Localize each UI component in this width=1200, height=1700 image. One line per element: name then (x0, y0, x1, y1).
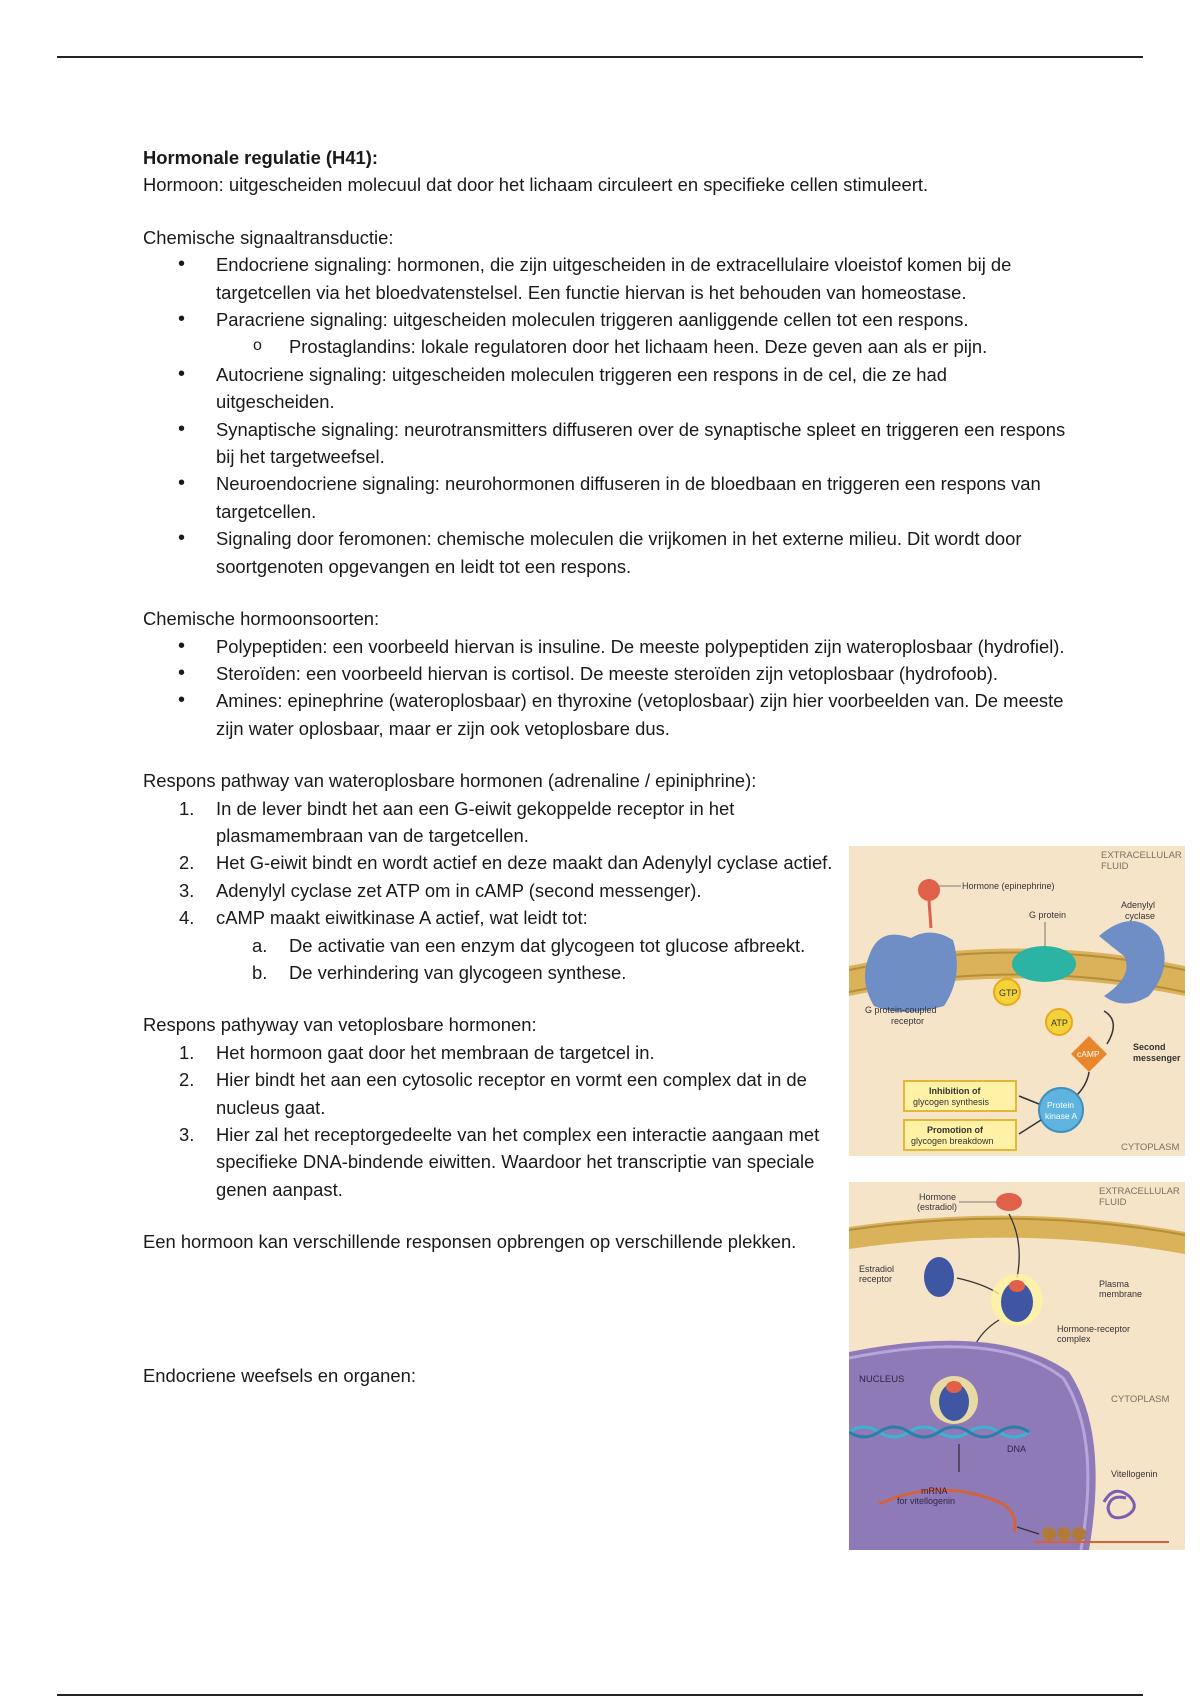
list-item-text: Paracriene signaling: uitgescheiden moleculen triggeren aanliggende cellen tot een respons. (216, 309, 969, 331)
receptor-label: Estradiol (859, 1264, 895, 1274)
hormone-types-heading: Chemische hormoonsoorten: (143, 608, 380, 630)
sub-list (143, 932, 833, 987)
cytoplasm-label: CYTOPLASM (1121, 1142, 1180, 1153)
promotion-label-line2: glycogen breakdown (911, 1136, 994, 1146)
fat-pathway-steps (143, 1039, 833, 1203)
complex-label-line2: complex (1057, 1334, 1091, 1344)
estradiol-label-line2: (estradiol) (917, 1202, 958, 1212)
signal-list (143, 251, 1068, 580)
list-item: • Amines: epinephrine (wateroplosbaar) en thyroxine (vetoplosbaar) zijn hier voorbeelden van. De meeste zijn water oplosbaar, maar er zijn ook vetoplosbare dus. (143, 687, 1068, 742)
dna-label: DNA (1007, 1444, 1027, 1454)
second-messenger-label: Second (1133, 1042, 1166, 1052)
list-item (143, 306, 1068, 361)
plasma-label: Plasma (1099, 1279, 1130, 1289)
list-item: 4. cAMP maakt eiwitkinase A actief, wat leidt tot: a. De activatie van een enzym dat glycogeen tot glucose afbreekt. b. De verhindering van glycogeen synthese. (143, 904, 833, 986)
hormone-label: Hormone (epinephrine) (962, 881, 1055, 891)
list-item: 1. Het hormoon gaat door het membraan de targetcel in. (179, 1041, 655, 1063)
ribosome-icon (1042, 1527, 1056, 1541)
sub-list-item: b. De verhindering van glycogeen synthese. (252, 961, 627, 983)
endocrine-heading: Endocriene weefsels en organen: (143, 1364, 416, 1386)
water-pathway-heading: Respons pathway van wateroplosbare hormonen (adrenaline / epiniphrine): (143, 770, 757, 792)
pka-label-line2: kinase A (1045, 1111, 1078, 1121)
nucleus-shape (849, 1341, 1096, 1550)
inhibition-label: Inhibition of (929, 1086, 981, 1096)
camp-label: cAMP (1077, 1049, 1100, 1059)
estradiol-icon (996, 1193, 1022, 1211)
nucleus-label: NUCLEUS (859, 1374, 905, 1385)
list-item: 2. Hier bindt het aan een cytosolic receptor en vormt een complex dat in de nucleus gaat. (179, 1069, 807, 1118)
list-item: • Polypeptiden: een voorbeeld hiervan is insuline. De meeste polypeptiden zijn wateroplosbaar (hydrofiel). (143, 633, 1068, 660)
list-item: 1. In de lever bindt het aan een G-eiwit gekoppelde receptor in het plasmamembraan van de targetcellen. (179, 797, 735, 846)
signal-heading: Chemische signaaltransductie: (143, 226, 394, 248)
lipid-soluble-pathway-figure (849, 1182, 1185, 1550)
list-item: • Synaptische signaling: neurotransmitters diffuseren over de synaptische spleet en triggeren een respons bij het targetweefsel. (143, 416, 1068, 471)
second-messenger-label-line2: messenger (1133, 1053, 1181, 1063)
bottom-rule (57, 1694, 1143, 1696)
list-item: 2. Het G-eiwit bindt en wordt actief en deze maakt dan Adenylyl cyclase actief. (179, 852, 833, 874)
inhibition-label-line2: glycogen synthesis (913, 1097, 990, 1107)
promotion-label: Promotion of (927, 1125, 983, 1135)
gpcr-label: G protein-coupled (865, 1005, 937, 1015)
protein-kinase-a-icon (1039, 1088, 1083, 1132)
list-item: • Steroïden: een voorbeeld hiervan is cortisol. De meeste steroïden zijn vetoplosbaar (hydrofoob). (143, 660, 1068, 687)
cytoplasm-label: CYTOPLASM (1111, 1394, 1170, 1405)
extracellular-label: EXTRACELLULAR (1099, 1186, 1180, 1197)
water-pathway-steps (143, 795, 833, 987)
list-item: • Signaling door feromonen: chemische moleculen die vrijkomen in het externe milieu. Dit wordt door soortgenoten opgevangen en leidt tot een respons. (143, 525, 1068, 580)
g-protein-shape (1012, 946, 1076, 982)
list-item: 3. Adenylyl cyclase zet ATP om in cAMP (second messenger). (179, 879, 702, 901)
receptor-label-line2: receptor (859, 1274, 893, 1284)
gtp-label: GTP (999, 988, 1018, 998)
sub-list-item: o Prostaglandins: lokale regulatoren door het lichaam heen. Deze geven aan als er pijn. (143, 333, 1068, 360)
list-item: • Autocriene signaling: uitgescheiden moleculen triggeren een respons in de cel, die ze had uitgescheiden. (143, 361, 1068, 416)
estradiol-label: Hormone (919, 1192, 957, 1202)
list-item: • Neuroendocriene signaling: neurohormonen diffuseren in de bloedbaan en triggeren een respons van targetcellen. (143, 470, 1068, 525)
extracellular-label-line2: FLUID (1099, 1197, 1127, 1208)
hormone-definition: Hormoon: uitgescheiden molecuul dat door het lichaam circuleert en specifieke cellen stimuleert. (143, 174, 929, 196)
adenylyl-label: Adenylyl (1121, 900, 1156, 910)
extracellular-label: EXTRACELLULAR (1101, 850, 1182, 861)
plasma-label-line2: membrane (1099, 1289, 1143, 1299)
multi-response-note: Een hormoon kan verschillende responsen opbrengen op verschillende plekken. (143, 1231, 797, 1253)
complex-label: Hormone-receptor (1057, 1324, 1131, 1334)
hormone-types-list (143, 633, 1068, 743)
pka-label: Protein (1047, 1100, 1074, 1110)
epinephrine-icon (918, 879, 940, 901)
atp-label: ATP (1051, 1018, 1068, 1028)
g-protein-label: G protein (1029, 910, 1067, 920)
list-item: 3. Hier zal het receptorgedeelte van het complex een interactie aangaan met specifieke DNA-bindende eiwitten. Waardoor het transcriptie van speciale genen aanpast. (179, 1124, 820, 1200)
mrna-label: mRNA (921, 1486, 948, 1496)
gpcr-label-line2: receptor (891, 1016, 925, 1026)
list-item: • Endocriene signaling: hormonen, die zijn uitgescheiden in de extracellulaire vloeistof komen bij de targetcellen via het bloedvatenstelsel. Een functie hiervan is het behouden van homeostase. (143, 251, 1068, 306)
water-soluble-pathway-figure (849, 846, 1185, 1156)
fat-pathway-heading: Respons pathyway van vetoplosbare hormonen: (143, 1014, 537, 1036)
top-rule (57, 56, 1143, 58)
gpcr-receptor-shape (865, 932, 957, 1012)
mrna-label-line2: for vitellogenin (897, 1496, 956, 1506)
sub-list (143, 333, 1068, 360)
estradiol-receptor-icon (924, 1257, 954, 1297)
adenylyl-label-line2: cyclase (1125, 911, 1156, 921)
vitellogenin-label: Vitellogenin (1111, 1469, 1158, 1479)
sub-list-item: a. De activatie van een enzym dat glycogeen tot glucose afbreekt. (252, 934, 806, 956)
extracellular-label-line2: FLUID (1101, 861, 1129, 872)
page-title: Hormonale regulatie (H41): (143, 147, 379, 168)
